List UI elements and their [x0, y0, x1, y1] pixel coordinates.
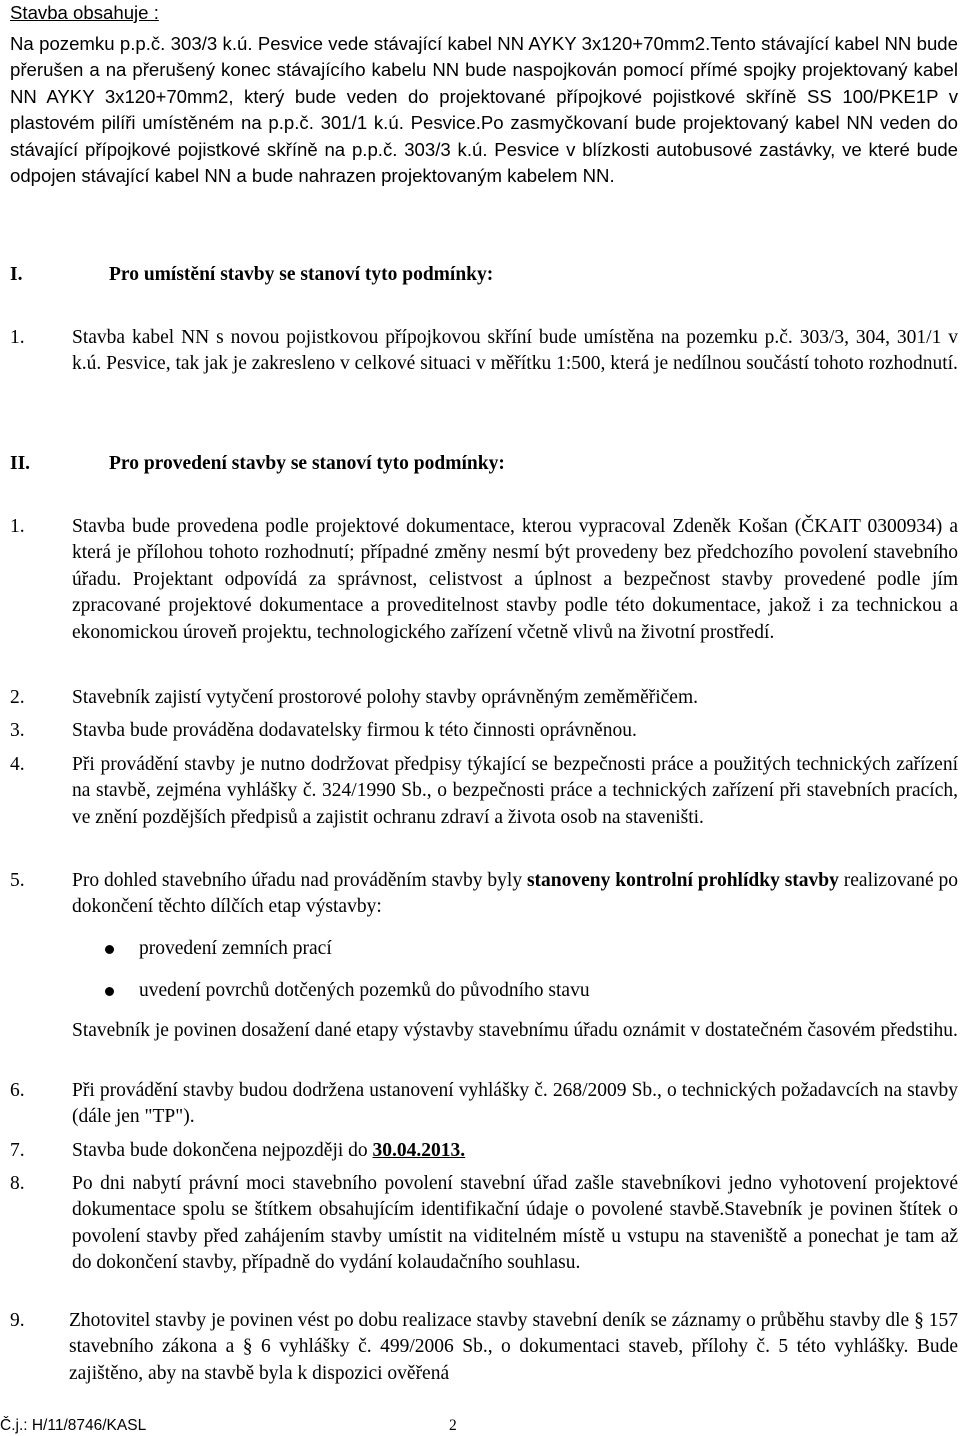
item-number: 9. — [10, 1310, 25, 1331]
item-text: Při provádění stavby budou dodržena ustanovení vyhlášky č. 268/2009 Sb., o technických požadavcích na stavby (dále jen "TP"). — [72, 1080, 958, 1128]
item-text: Po dni nabytí právní moci stavebního povolení stavební úřad zašle stavebníkovi jedno vyhotovení projektové dokumentace spolu se štítkem obsahujícím identifikační údaje o povolené stavbě.Stavebník je povinen štítek o povolení stavby před zahájením stavby umístit na viditelném místě u vstupu na staveniště a ponechat je tam až do dokončení stavby, případně do vydání kolaudačního souhlasu. — [72, 1173, 958, 1274]
item-text-part: Pro dohled stavebního úřadu nad prováděním stavby byly — [72, 870, 527, 891]
item-number: 4. — [10, 754, 25, 775]
item-text-part: Stavba bude dokončena nejpozději do — [72, 1140, 373, 1161]
item-text: Při provádění stavby je nutno dodržovat předpisy týkající se bezpečnosti práce a použitých technických zařízení na stavbě, zejména vyhlášky č. 324/1990 Sb., o bezpečnosti práce a technických zařízení při stavebních pracích, ve znění pozdějších předpisů a zajistit ochranu zdraví a života osob na staveništi. — [72, 754, 958, 828]
item-text-bold: stanoveny kontrolní prohlídky stavby — [526, 870, 839, 891]
item-number: 7. — [10, 1140, 25, 1161]
item-text — [72, 868, 958, 921]
note-text: Stavebník je povinen dosažení dané etapy výstavby stavebnímu úřadu oznámit v dostatečném časovém předstihu. — [72, 1020, 958, 1041]
item-text: Stavebník zajistí vytyčení prostorové polohy stavby oprávněným zeměměřičem. — [72, 687, 698, 708]
section-2-number: II. — [10, 453, 31, 474]
bullet-text: provedení zemních prací — [139, 938, 332, 959]
item-text-part: realizované po dokončení těchto dílčích etap výstavby: — [72, 870, 959, 918]
item-text: Stavba kabel NN s novou pojistkovou přípojkovou skříní bude umístěna na pozemku p.č. 303/3, 304, 301/1 v k.ú. Pesvice, tak jak je zakresleno v celkové situaci v měřítku 1:500, která je nedílnou součástí tohoto rozhodnutí. — [72, 327, 958, 375]
case-reference: Č.j.: H/11/8746/KASL — [0, 1417, 147, 1434]
intro-text-2: Po zasmyčkovaní bude projektovaný kabel NN veden do stávající přípojkové pojistkové skříně na p.p.č. 303/3 k.ú. Pesvice v blízkosti autobusové zastávky, ve které bude odpojen stávající kabel NN a bude nahrazen projektovaným kabelem NN. — [10, 112, 958, 187]
page-number: 2 — [449, 1417, 457, 1434]
item-number: 6. — [10, 1080, 25, 1101]
section-1-title: Pro umístění stavby se stanoví tyto podmínky: — [109, 264, 494, 285]
bullet-dot — [105, 987, 114, 996]
bullet-text: uvedení povrchů dotčených pozemků do původního stavu — [139, 980, 590, 1001]
section-2-title: Pro provedení stavby se stanoví tyto podmínky: — [109, 453, 505, 474]
item-number: 5. — [10, 870, 25, 891]
item-text: Stavba bude provedena podle projektové dokumentace, kterou vypracoval Zdeněk Košan (ČKAIT 0300934) a která je přílohou tohoto rozhodnutí; případné změny nesmí být provedeny bez předchozího povolení stavebního úřadu. Projektant odpovídá za správnost, celistvost a úplnost a bezpečnost stavby provedené podle jím zpracované projektové dokumentace a proveditelnost stavby podle této dokumentace, jakož i za technickou a ekonomickou úroveň projektu, technologického zařízení včetně vlivů na životní prostředí. — [72, 516, 958, 643]
item-number: 8. — [10, 1173, 25, 1194]
completion-date: 30.04.2013. — [372, 1140, 466, 1161]
section-1-number: I. — [10, 264, 23, 285]
item-number: 2. — [10, 687, 25, 708]
item-number: 1. — [10, 516, 25, 537]
intro-text-1: Na pozemku p.p.č. 303/3 k.ú. Pesvice vede stávající kabel NN AYKY 3x120+70mm2.Tento stávající kabel NN bude přerušen a na přerušený konec stávajícího kabelu NN bude naspojkován pomocí přímé spojky projektovaný kabel NN AYKY 3x120+70mm2, který bude veden do projektované přípojkové pojistkové skříně SS 100/PKE1P v plastovém pilíři umístěném na p.p.č. 301/1 k.ú. Pesvice. — [10, 33, 958, 134]
item-text: Stavba bude prováděna dodavatelsky firmou k této činnosti oprávněnou. — [72, 720, 637, 741]
item-text — [72, 1138, 958, 1164]
section-title: Stavba obsahuje : — [10, 2, 159, 23]
bullet-dot — [105, 945, 114, 954]
item-number: 3. — [10, 720, 25, 741]
intro-paragraph — [10, 31, 958, 189]
item-number: 1. — [10, 327, 25, 348]
item-text: Zhotovitel stavby je povinen vést po dobu realizace stavby stavební deník se záznamy o průběhu stavby dle § 157 stavebního zákona a § 6 vyhlášky č. 499/2006 Sb., o dokumentaci staveb, přílohy č. 5 této vyhlášky. Bude zajištěno, aby na stavbě byla k dispozici ověřená — [69, 1310, 958, 1384]
